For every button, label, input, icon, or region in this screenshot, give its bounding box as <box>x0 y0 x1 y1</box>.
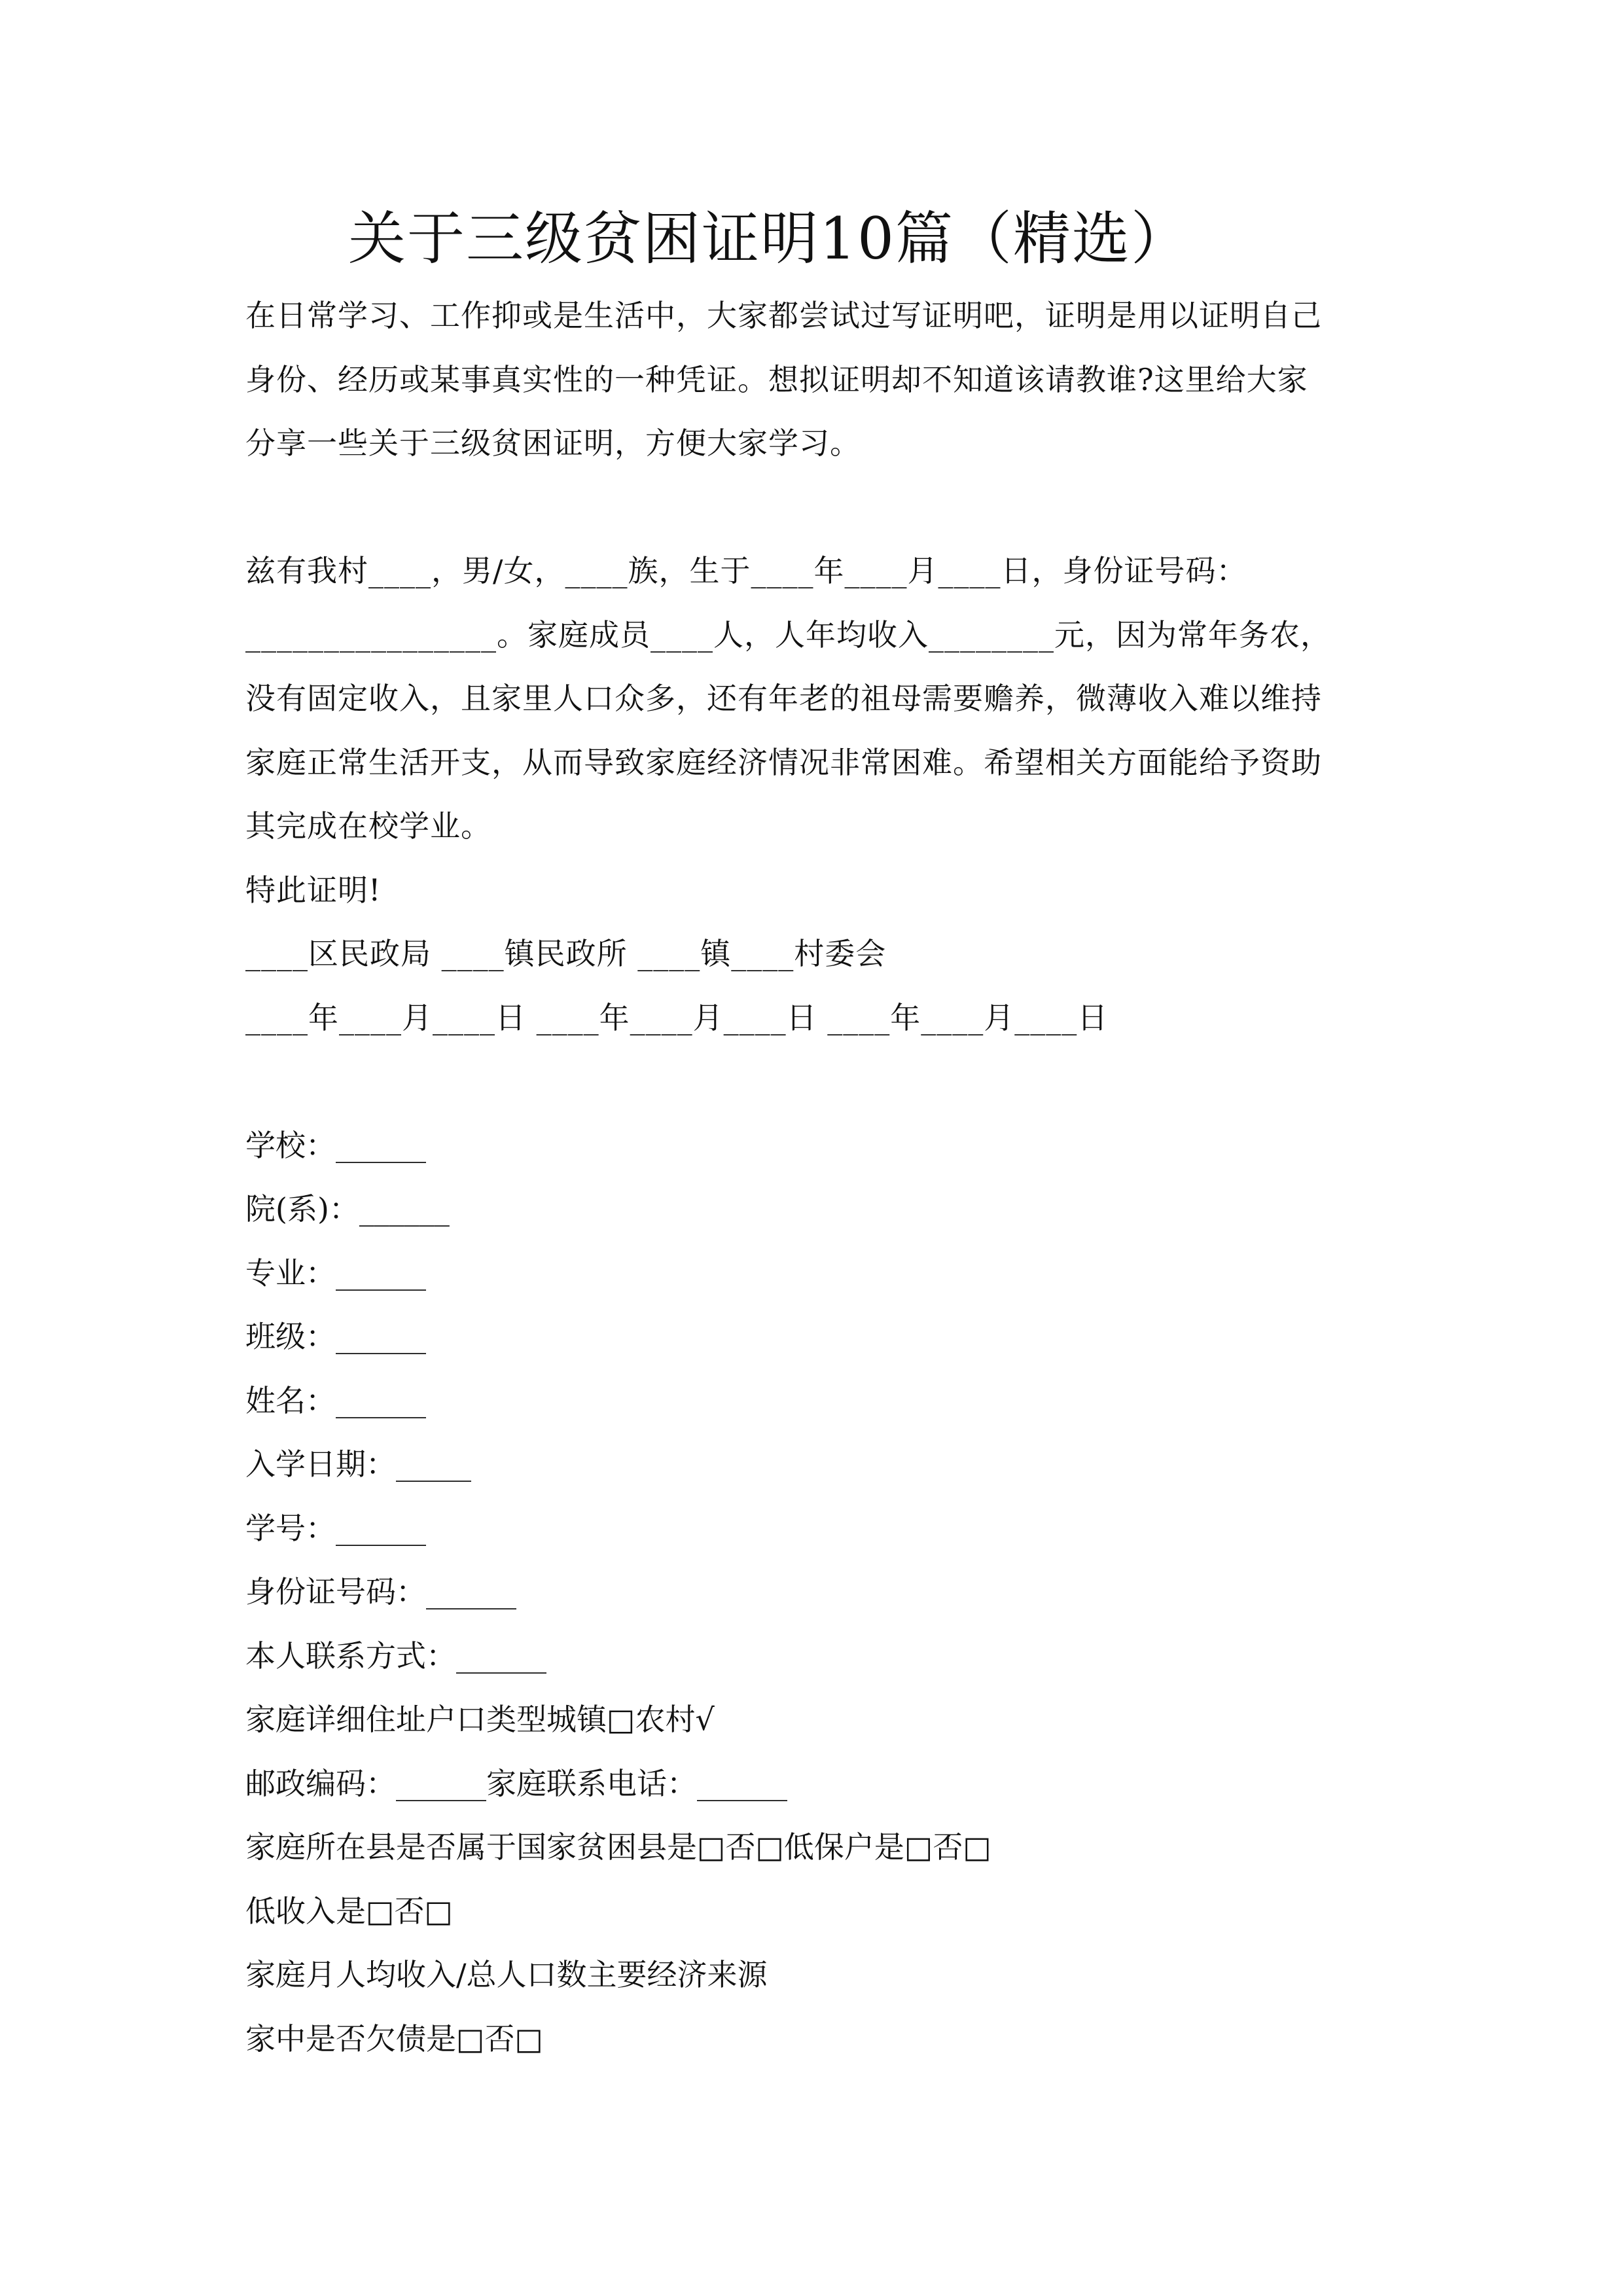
form-line-poverty-county: 家庭所在县是否属于国家贫困县是□否□低保户是□否□ <box>245 1829 991 1865</box>
certificate-closing: 特此证明! <box>245 872 382 908</box>
certificate-line: 兹有我村____，男/女，____族，生于____年____月____日，身份证号码： <box>245 553 1247 588</box>
paragraph-spacer <box>245 476 1410 540</box>
form-line-name: 姓名：______ <box>245 1382 426 1418</box>
form-line-address-household: 家庭详细住址户口类型城镇□农村√ <box>245 1702 715 1737</box>
form-line-enrollment-date: 入学日期：_____ <box>245 1446 471 1482</box>
form-line-student-id: 学号：______ <box>245 1510 426 1546</box>
intro-line: 身份、经历或某事真实性的一种凭证。想拟证明却不知道该请教谁?这里给大家 <box>245 361 1308 397</box>
certificate-line: 其完成在校学业。 <box>245 808 491 844</box>
paragraph-spacer <box>245 1050 1410 1114</box>
form-line-class: 班级：______ <box>245 1319 426 1354</box>
intro-line: 在日常学习、工作抑或是生活中，大家都尝试过写证明吧，证明是用以证明自己 <box>245 298 1322 333</box>
document-title: 关于三级贫困证明10篇（精选） <box>348 205 1190 272</box>
signature-units-line: ____区民政局 ____镇民政所 ____镇____村委会 <box>245 936 887 971</box>
intro-line: 分享一些关于三级贫困证明，方便大家学习。 <box>245 425 861 461</box>
form-line-debt: 家中是否欠债是□否□ <box>245 2020 543 2056</box>
form-line-major: 专业：______ <box>245 1255 426 1291</box>
document-body <box>245 284 1410 2071</box>
form-line-monthly-income: 家庭月人均收入/总人口数主要经济来源 <box>245 1957 768 1992</box>
certificate-line: ________________。家庭成员____人，人年均收入________元，因为常年务农， <box>245 617 1331 653</box>
form-line-contact: 本人联系方式：______ <box>245 1638 546 1674</box>
certificate-line: 家庭正常生活开支，从而导致家庭经济情况非常困难。希望相关方面能给予资助 <box>245 744 1322 780</box>
form-line-department: 院(系)：______ <box>245 1191 450 1227</box>
form-line-id-number: 身份证号码：______ <box>245 1574 516 1609</box>
certificate-line: 没有固定收入，且家里人口众多，还有年老的祖母需要赡养，微薄收入难以维持 <box>245 681 1322 716</box>
form-line-postal-phone: 邮政编码：______家庭联系电话：______ <box>245 1765 787 1801</box>
form-line-school: 学校：______ <box>245 1127 426 1163</box>
form-line-low-income: 低收入是□否□ <box>245 1893 453 1929</box>
signature-dates-line: ____年____月____日 ____年____月____日 ____年____月____日 <box>245 999 1109 1035</box>
